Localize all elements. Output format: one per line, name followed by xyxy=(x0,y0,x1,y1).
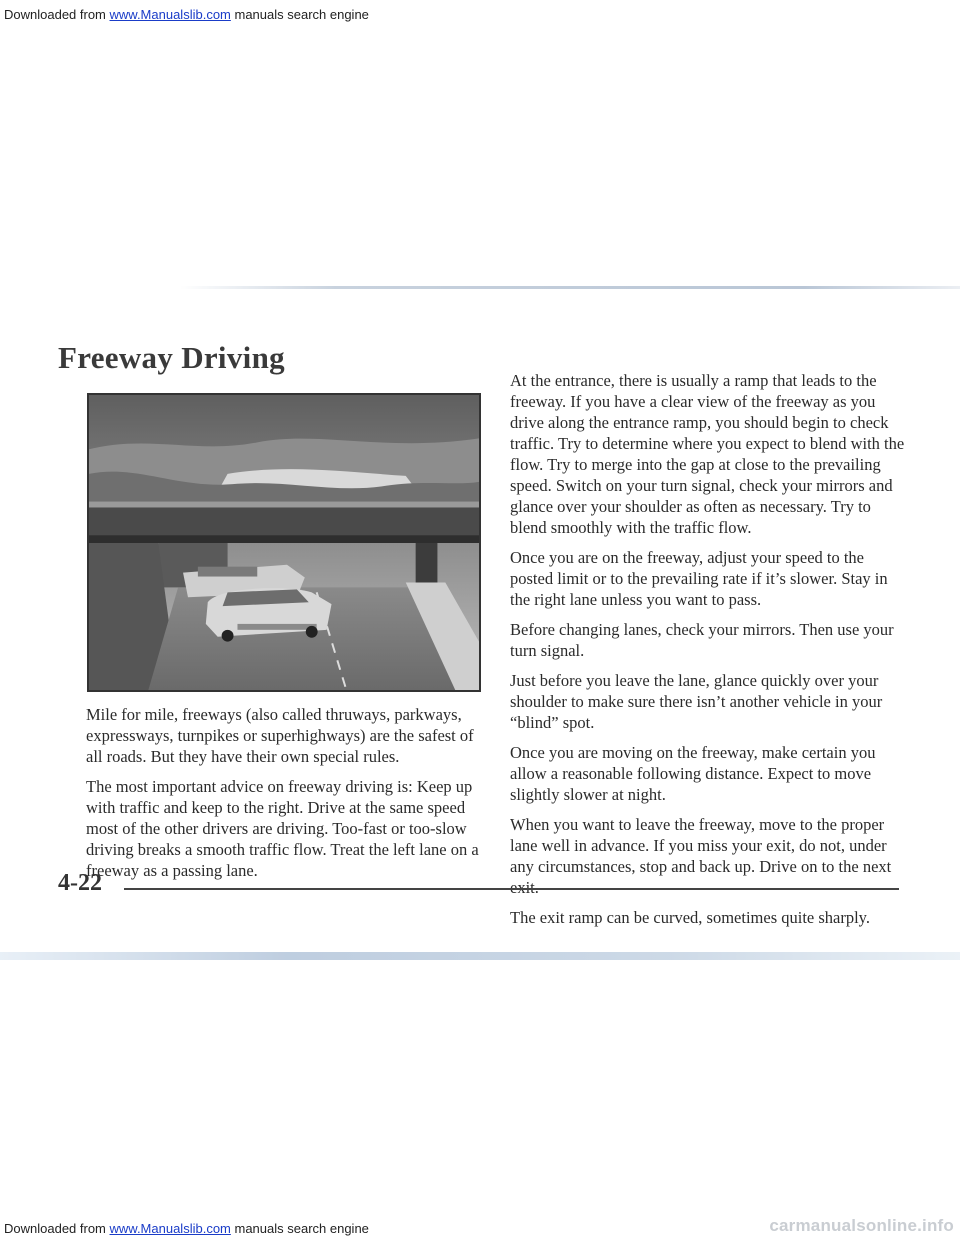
bridge-deck xyxy=(89,506,479,536)
paragraph: When you want to leave the freeway, move to the proper lane well in advance. If you miss your exit, do not, under any circumstances, stop and back up. Drive on to the next exit. xyxy=(510,815,892,897)
paragraph: Once you are on the freeway, adjust your speed to the posted limit or to the prevailing rate if it’s slower. Stay in the right lane unless you want to pass. xyxy=(510,548,888,609)
scan-line-top xyxy=(180,286,960,289)
page-title: Freeway Driving xyxy=(58,340,285,375)
freeway-illustration xyxy=(87,393,481,692)
paragraph: Mile for mile, freeways (also called thruways, parkways, expressways, turnpikes or superhighways) are the safest of all roads. But they have their own special rules. xyxy=(86,705,474,766)
scan-line-bottom xyxy=(0,952,960,960)
bridge-rail xyxy=(89,502,479,508)
download-banner xyxy=(0,0,960,30)
paragraph: Once you are moving on the freeway, make certain you allow a reasonable following distance. Expect to move slightly slower at night. xyxy=(510,743,876,804)
paragraph: At the entrance, there is usually a ramp that leads to the freeway. If you have a clear view of the freeway as you drive along the entrance ramp, you should begin to check traffic. Try to determine where you expect to blend with the flow. Try to merge into the gap at close to the prevailing speed. Switch on your turn signal, check your mirrors and glance over your shoulder as often as necessary. Try to blend smoothly with the traffic flow. xyxy=(510,371,905,537)
download-banner-prefix: Downloaded from xyxy=(4,7,110,22)
manualslib-link[interactable]: www.Manualslib.com xyxy=(109,7,231,22)
paragraph: Before changing lanes, check your mirrors. Then use your turn signal. xyxy=(510,620,894,660)
freeway-scene xyxy=(89,395,479,690)
bridge-shadow xyxy=(89,535,479,543)
left-column xyxy=(86,704,484,890)
page-number: 4-22 xyxy=(58,870,102,896)
site-watermark: carmanualsonline.info xyxy=(769,1216,954,1235)
footer-rule xyxy=(124,888,899,890)
paragraph: The exit ramp can be curved, sometimes quite sharply. xyxy=(510,908,870,927)
download-banner-prefix: Downloaded from xyxy=(4,1221,110,1236)
download-banner-suffix: manuals search engine xyxy=(230,7,369,22)
paragraph: Just before you leave the lane, glance quickly over your shoulder to make sure there isn’t another vehicle in your “blind” spot. xyxy=(510,671,883,732)
download-banner-suffix: manuals search engine xyxy=(230,1221,369,1236)
manualslib-link[interactable]: www.Manualslib.com xyxy=(109,1221,231,1236)
paragraph: The most important advice on freeway driving is: Keep up with traffic and keep to the right. Drive at the same speed most of the other drivers are driving. Too-fast or too-slow driving breaks a smooth traffic flow. Treat the left lane on a freeway as a passing lane. xyxy=(86,777,479,880)
right-column xyxy=(510,370,908,937)
